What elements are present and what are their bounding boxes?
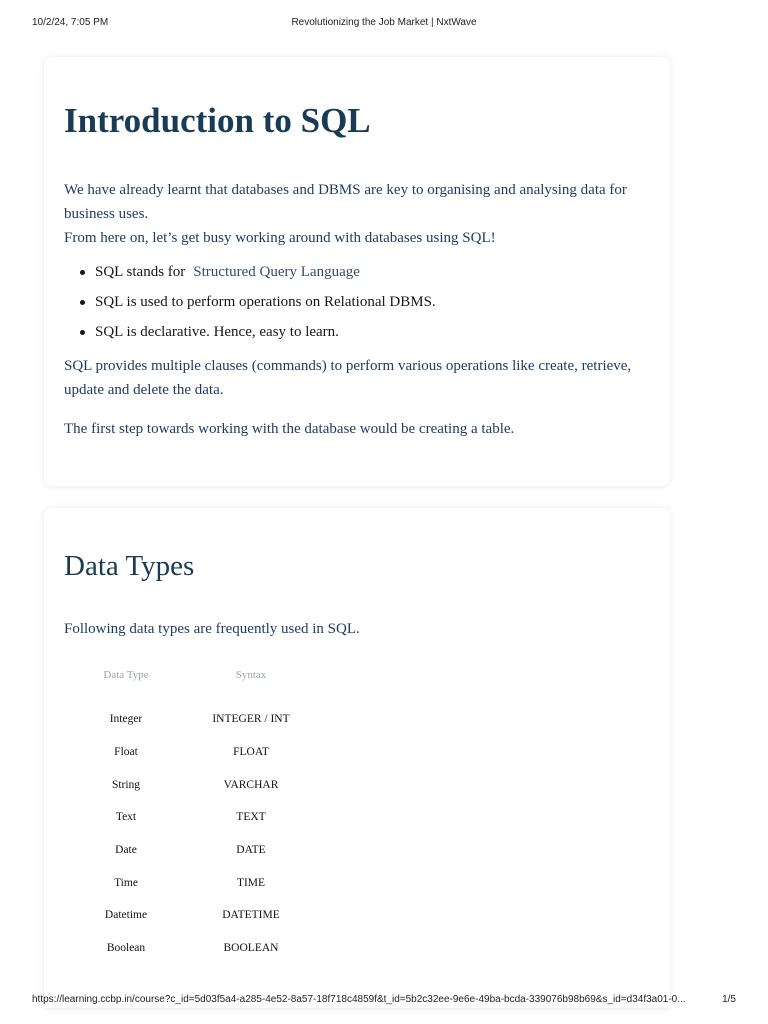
- table-cell: String: [111, 778, 141, 791]
- intro-paragraph-3: SQL provides multiple clauses (commands) to perform various operations like create, retrieve, update and delete the data.: [64, 358, 632, 398]
- table-row: [64, 834, 314, 867]
- data-types-table: [64, 667, 314, 965]
- table-cell: DATETIME: [222, 909, 280, 922]
- intro-paragraph-2: From here on, let’s get busy working around with databases using SQL!: [64, 230, 496, 246]
- print-footer: [32, 994, 736, 1008]
- bullet-text: SQL stands for: [95, 264, 186, 280]
- table-cell: DATE: [236, 844, 266, 857]
- print-page-number: 1/5: [722, 994, 736, 1005]
- table-row: [64, 703, 314, 736]
- bullet-dot-icon: [80, 330, 85, 335]
- table-row: [64, 768, 314, 801]
- table-cell: VARCHAR: [223, 778, 279, 791]
- table-cell: Float: [114, 746, 138, 759]
- table-cell: Datetime: [104, 909, 148, 922]
- print-date: 10/2/24, 7:05 PM: [32, 17, 109, 28]
- table-row: [64, 932, 314, 965]
- table-cell: Date: [115, 844, 137, 857]
- table-cell: Boolean: [106, 942, 146, 955]
- table-cell: Integer: [109, 713, 143, 726]
- bullet-highlight: Structured Query Language: [193, 264, 360, 280]
- section-title: Data Types: [64, 550, 195, 582]
- data-types-paragraph: Following data types are frequently used in SQL.: [64, 621, 360, 637]
- list-item: [95, 260, 650, 284]
- print-title: Revolutionizing the Job Market | NxtWave: [291, 17, 477, 28]
- intro-bullet-list: [64, 260, 650, 344]
- intro-paragraph-1: We have already learnt that databases and DBMS are key to organising and analysing data for business uses.: [64, 182, 627, 222]
- table-cell: INTEGER / INT: [212, 713, 290, 726]
- column-header-syntax: Syntax: [235, 669, 267, 681]
- table-cell: Text: [115, 811, 137, 824]
- print-url: https://learning.ccbp.in/course?c_id=5d03f5a4-a285-4e52-8a57-18f718c4859f&t_id=5b2c32ee-9e6e-49ba-bcda-339076b98b69&s_id=d34f3a01-0...: [32, 994, 686, 1005]
- table-row: [64, 736, 314, 769]
- intro-paragraph-4: The first step towards working with the database would be creating a table.: [64, 421, 515, 437]
- table-row: [64, 866, 314, 899]
- list-item: [95, 320, 650, 344]
- bullet-dot-icon: [80, 300, 85, 305]
- page-title: Introduction to SQL: [64, 101, 371, 140]
- intro-card: [44, 57, 670, 486]
- table-cell: TEXT: [236, 811, 266, 824]
- data-types-card: [44, 508, 670, 1008]
- table-cell: TIME: [236, 876, 266, 889]
- column-header-data-type: Data Type: [103, 669, 149, 681]
- table-row: [64, 801, 314, 834]
- table-row: [64, 899, 314, 932]
- list-item: [95, 290, 650, 314]
- table-cell: Time: [114, 876, 138, 889]
- table-cell: FLOAT: [233, 746, 269, 759]
- table-cell: BOOLEAN: [223, 942, 279, 955]
- bullet-dot-icon: [80, 270, 85, 275]
- table-header-row: [64, 667, 314, 703]
- bullet-text: SQL is used to perform operations on Relational DBMS.: [95, 294, 436, 310]
- print-header: [32, 17, 736, 31]
- bullet-text: SQL is declarative. Hence, easy to learn.: [95, 324, 339, 340]
